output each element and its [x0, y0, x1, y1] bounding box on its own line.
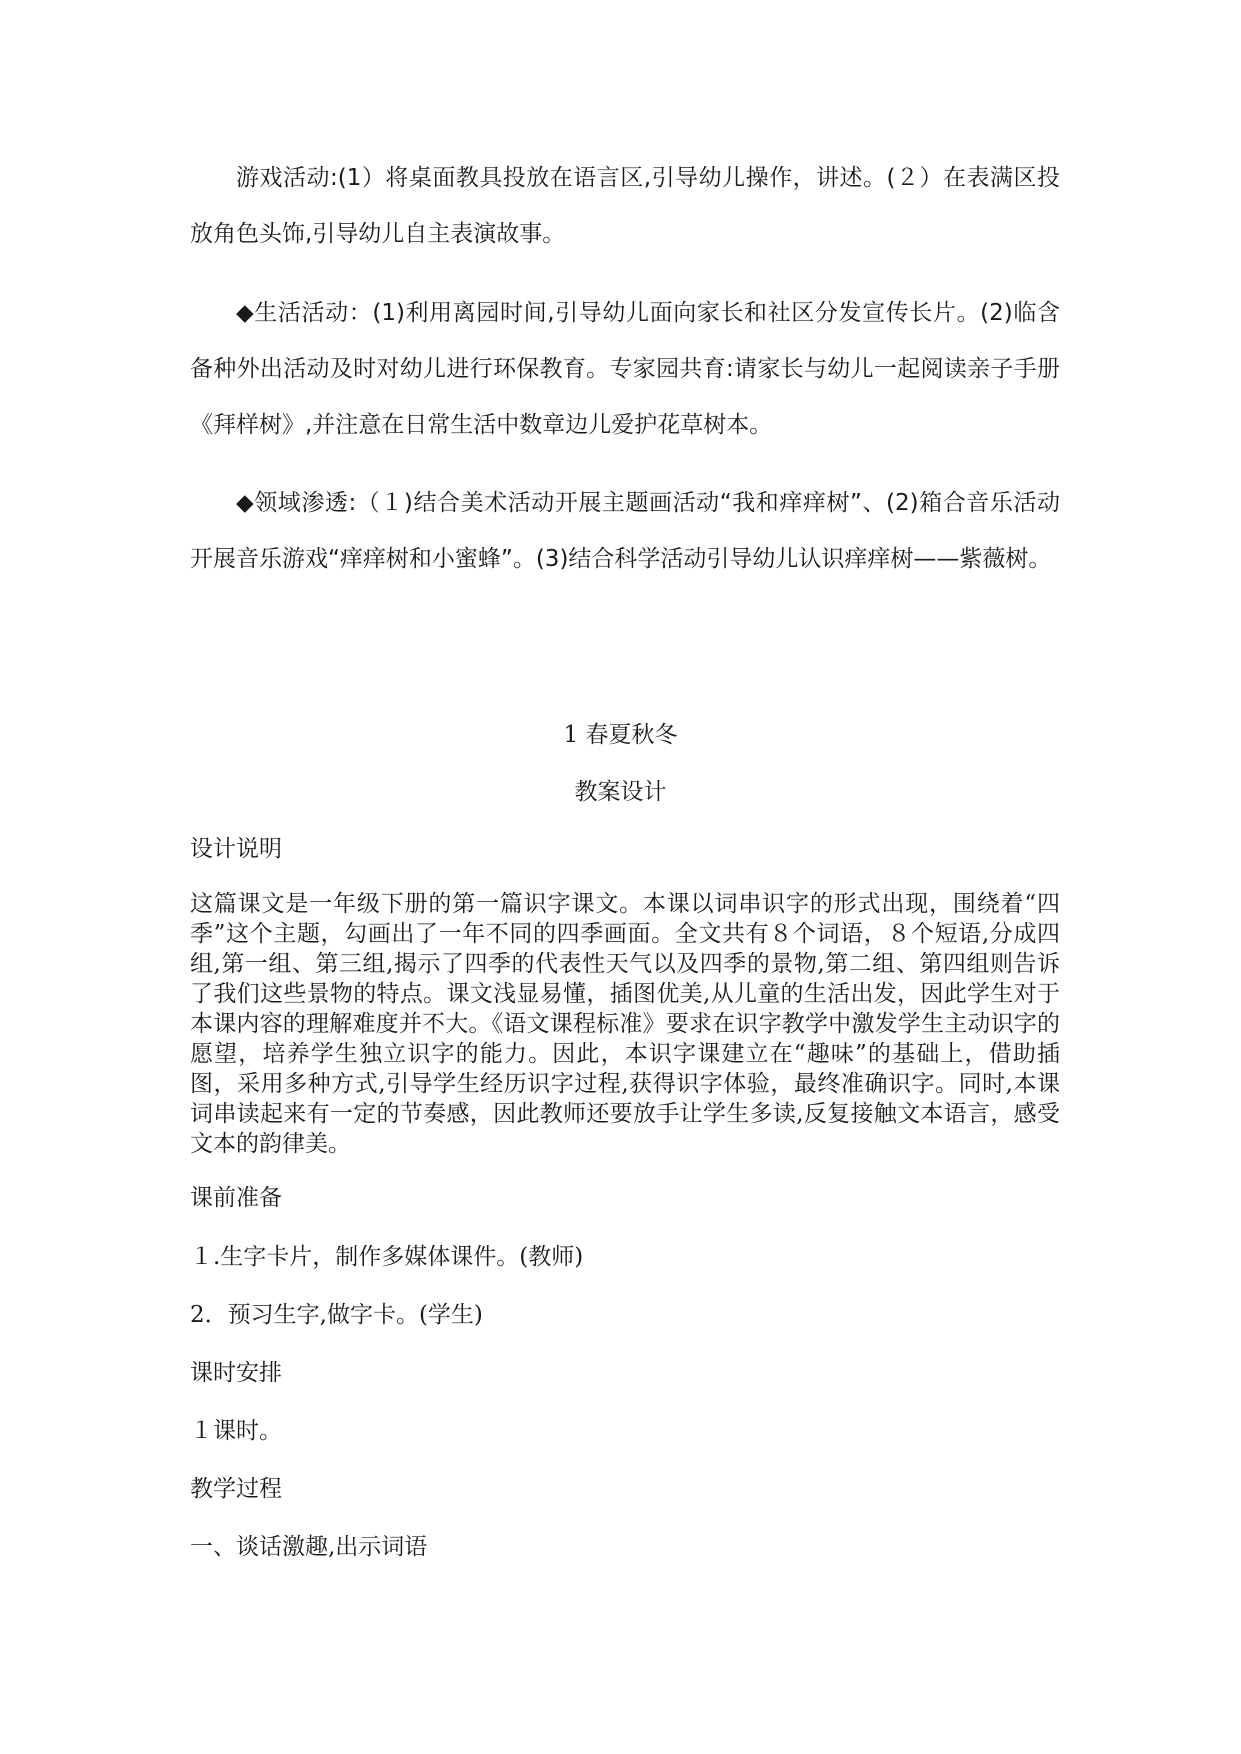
schedule-text: １课时。 [190, 1418, 282, 1444]
lesson-subtitle: 教案设计 [574, 779, 667, 805]
paragraph-domain-infiltration: ◆领域渗透:（１)结合美术活动开展主题画活动“我和痒痒树”、(2)箱合音乐活动开展音乐游戏“痒痒树和小蜜蜂”。(3)结合科学活动引导幼儿认识痒痒树——紫薇树。 [190, 490, 1060, 572]
design-notes-text: 这篇课文是一年级下册的第一篇识字课文。本课以词串识字的形式出现，围绕着“四季”这个主题，勾画出了一年不同的四季画面。全文共有８个词语，８个短语,分成四组,第一组、第三组,揭示了四季的代表性天气以及四季的景物,第二组、第四组则告诉了我们这些景物的特点。课文浅显易懂，插图优美,从儿童的生活出发，因此学生对于本课内容的理解难度并不大。《语文课程标准》要求在识字教学中激发学生主动识字的愿望，培养学生独立识字的能力。因此，本识字课建立在“趣味”的基础上，借助插图，采用多种方式,引导学生经历识字过程,获得识字体验，最终准确识字。同时,本课词串读起来有一定的节奏感，因此教师还要放手让学生多读,反复接触文本语言，感受文本的韵律美。 [190, 891, 1060, 1157]
heading-design-notes: 设计说明 [190, 836, 282, 862]
step-one-heading: 一、谈话激趣,出示词语 [190, 1534, 428, 1560]
heading-schedule: 课时安排 [190, 1360, 282, 1386]
heading-teaching-process: 教学过程 [190, 1476, 282, 1502]
prep-item-student: 2．预习生字,做字卡。(学生) [190, 1302, 483, 1328]
prep-item-teacher: １.生字卡片，制作多媒体课件。(教师) [190, 1244, 584, 1270]
paragraph-game-activity: 游戏活动:(1）将桌面教具投放在语言区,引导幼儿操作，讲述。(２）在表满区投放角色头饰,引导幼儿自主表演故事。 [190, 165, 1060, 247]
heading-preparation: 课前准备 [190, 1185, 282, 1211]
paragraph-life-activity: ◆生活活动：(1)利用离园时间,引导幼儿面向家长和社区分发宣传长片。(2)临含备种外出活动及时对幼儿进行环保教育。专家园共育:请家长与幼儿一起阅读亲子手册《拜样树》,并注意在日常生活中数章边儿爱护花草树本。 [190, 300, 1060, 438]
lesson-title: 1 春夏秋冬 [563, 722, 678, 748]
